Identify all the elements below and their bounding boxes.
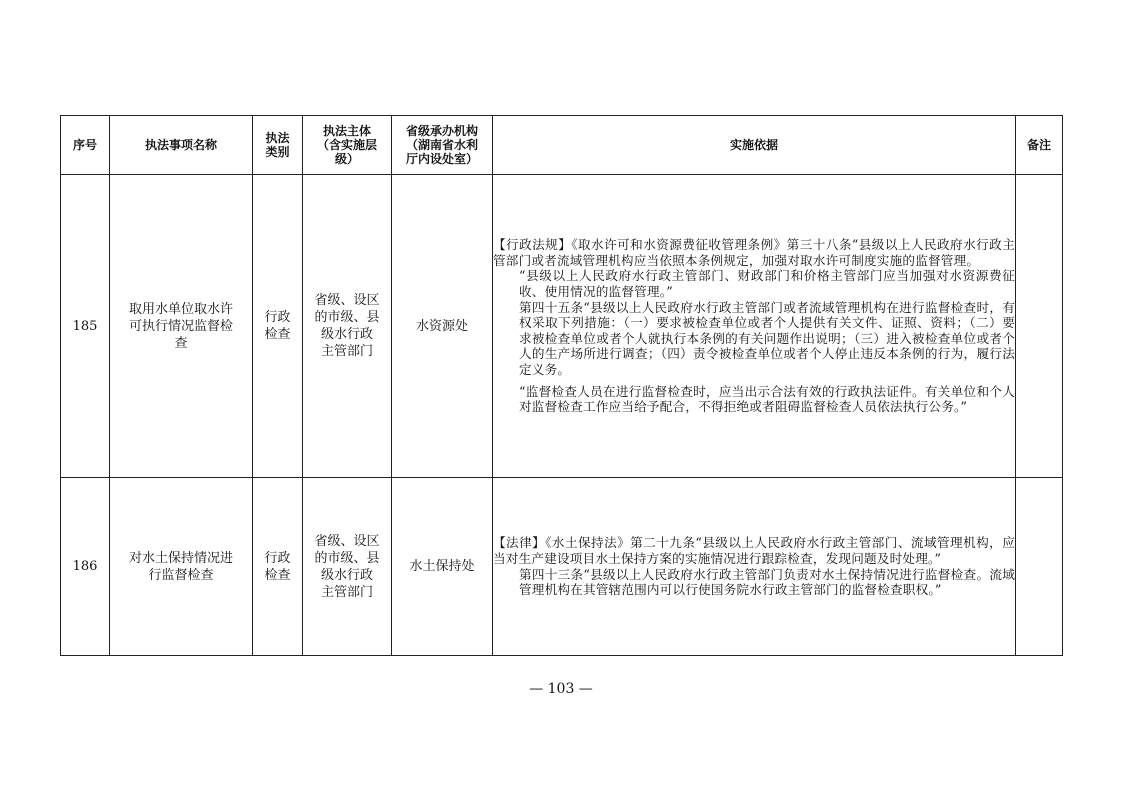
page-number: — 103 — <box>529 681 593 697</box>
header-org: 省级承办机构 （湖南省水利 厅内设处室） <box>392 116 493 175</box>
header-subject: 执法主体 （含实施层 级） <box>303 116 392 175</box>
row-subject: 省级、设区 的市级、县 级水行政 主管部门 <box>303 478 392 656</box>
header-basis: 实施依据 <box>493 116 1016 175</box>
row-remark <box>1016 175 1063 478</box>
row-category: 行政 检查 <box>253 175 303 478</box>
header-item-name: 执法事项名称 <box>110 116 253 175</box>
header-row <box>61 116 1063 175</box>
row-category: 行政 检查 <box>253 478 303 656</box>
basis-paragraph: 第四十五条“县级以上人民政府水行政主管部门或者流域管理机构在进行监督检查时，有权采取下列措施：（一）要求被检查单位或者个人提供有关文件、证照、资料；（二）要求被检查单位或者个人就执行本条例的有关问题作出说明；（三）进入被检查单位或者个人的生产场所进行调查；（四）责令被检查单位或者个人停止违反本条例的行为，履行法定义务。 <box>519 299 1015 377</box>
row-subject: 省级、设区 的市级、县 级水行政 主管部门 <box>303 175 392 478</box>
row-item-name: 对水土保持情况进 行监督检查 <box>110 478 253 656</box>
row-org: 水土保持处 <box>392 478 493 656</box>
table-row <box>61 175 1063 478</box>
basis-paragraph: 【行政法规】《取水许可和水资源费征收管理条例》第三十八条“县级以上人民政府水行政主管部门或者流域管理机构应当依照本条例规定，加强对取水许可制度实施的监督管理。 <box>493 237 1015 268</box>
row-basis <box>493 175 1016 478</box>
header-remark: 备注 <box>1016 116 1063 175</box>
basis-paragraph: “县级以上人民政府水行政主管部门、财政部门和价格主管部门应当加强对水资源费征收、使用情况的监督管理。” <box>519 268 1015 300</box>
row-seq: 186 <box>61 478 110 656</box>
basis-paragraph: “监督检查人员在进行监督检查时，应当出示合法有效的行政执法证件。有关单位和个人对监督检查工作应当给予配合，不得拒绝或者阻碍监督检查人员依法执行公务。” <box>519 383 1015 415</box>
basis-paragraph: 第四十三条“县级以上人民政府水行政主管部门负责对水土保持情况进行监督检查。流域管理机构在其管辖范围内可以行使国务院水行政主管部门的监督检查职权。” <box>519 566 1015 598</box>
row-remark <box>1016 478 1063 656</box>
row-seq: 185 <box>61 175 110 478</box>
basis-paragraph: 【法律】《水土保持法》第二十九条“县级以上人民政府水行政主管部门、流域管理机构，应当对生产建设项目水土保持方案的实施情况进行跟踪检查，发现问题及时处理。” <box>493 535 1015 566</box>
header-seq: 序号 <box>61 116 110 175</box>
table-row <box>61 478 1063 656</box>
row-item-name: 取用水单位取水许 可执行情况监督检 查 <box>110 175 253 478</box>
header-category: 执法 类别 <box>253 116 303 175</box>
enforcement-items-table <box>60 115 1063 656</box>
row-org: 水资源处 <box>392 175 493 478</box>
row-basis <box>493 478 1016 656</box>
